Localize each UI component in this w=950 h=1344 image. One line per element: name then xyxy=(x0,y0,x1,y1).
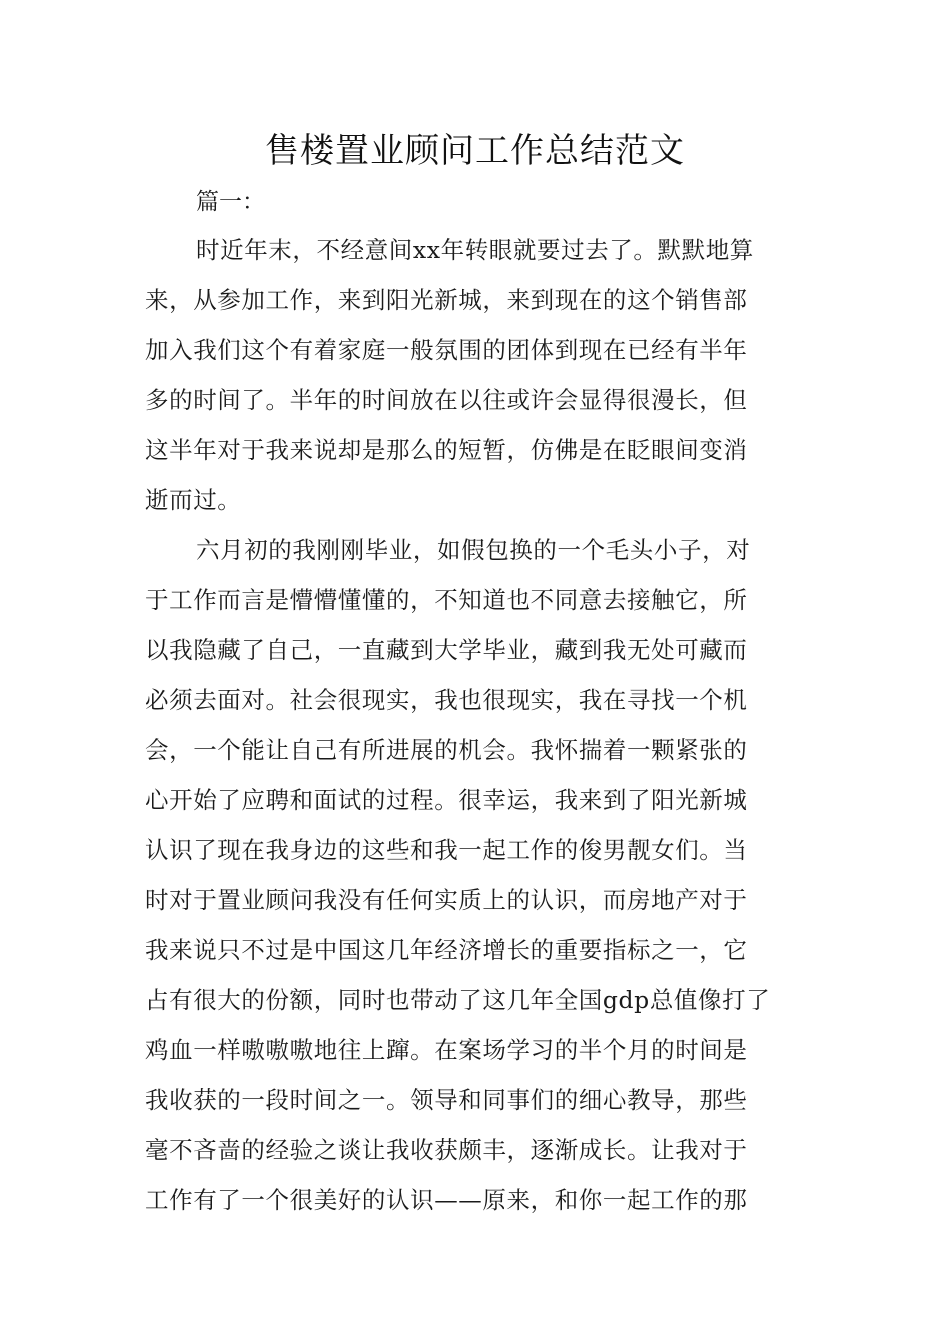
paragraph-2-line: 占有很大的份额，同时也带动了这几年全国gdp总值像打了 xyxy=(145,986,771,1014)
paragraph-1-line: 多的时间了。半年的时间放在以往或许会显得很漫长，但 xyxy=(145,386,748,414)
paragraph-2-line: 于工作而言是懵懵懂懂的，不知道也不同意去接触它，所 xyxy=(145,586,748,614)
paragraph-2-line: 我收获的一段时间之一。领导和同事们的细心教导，那些 xyxy=(145,1086,748,1114)
paragraph-2-line: 鸡血一样嗷嗷嗷地往上蹿。在案场学习的半个月的时间是 xyxy=(145,1036,748,1064)
paragraph-1-line: 时近年末，不经意间xx年转眼就要过去了。默默地算 xyxy=(196,236,754,264)
paragraph-2-line: 工作有了一个很美好的认识——原来，和你一起工作的那 xyxy=(145,1186,748,1214)
paragraph-2-line: 会，一个能让自己有所进展的机会。我怀揣着一颗紧张的 xyxy=(145,736,748,764)
paragraph-2-line: 必须去面对。社会很现实，我也很现实，我在寻找一个机 xyxy=(145,686,748,714)
paragraph-2-line: 心开始了应聘和面试的过程。很幸运，我来到了阳光新城 xyxy=(145,786,748,814)
paragraph-1-line: 加入我们这个有着家庭一般氛围的团体到现在已经有半年 xyxy=(145,336,748,364)
paragraph-1-line: 这半年对于我来说却是那么的短暂，仿佛是在眨眼间变消 xyxy=(145,436,748,464)
section-label: 篇一： xyxy=(196,189,265,215)
paragraph-1-line: 来，从参加工作，来到阳光新城，来到现在的这个销售部 xyxy=(145,286,748,314)
document-title: 售楼置业顾问工作总结范文 xyxy=(265,131,685,171)
paragraph-1-line: 逝而过。 xyxy=(145,486,242,514)
paragraph-2-line: 以我隐藏了自己，一直藏到大学毕业，藏到我无处可藏而 xyxy=(145,636,748,664)
paragraph-2-line: 六月初的我刚刚毕业，如假包换的一个毛头小子，对 xyxy=(196,536,751,564)
paragraph-2-line: 我来说只不过是中国这几年经济增长的重要指标之一，它 xyxy=(145,936,748,964)
paragraph-2-line: 认识了现在我身边的这些和我一起工作的俊男靓女们。当 xyxy=(145,836,748,864)
paragraph-2-line: 毫不吝啬的经验之谈让我收获颇丰，逐渐成长。让我对于 xyxy=(145,1136,748,1164)
paragraph-2-line: 时对于置业顾问我没有任何实质上的认识，而房地产对于 xyxy=(145,886,748,914)
